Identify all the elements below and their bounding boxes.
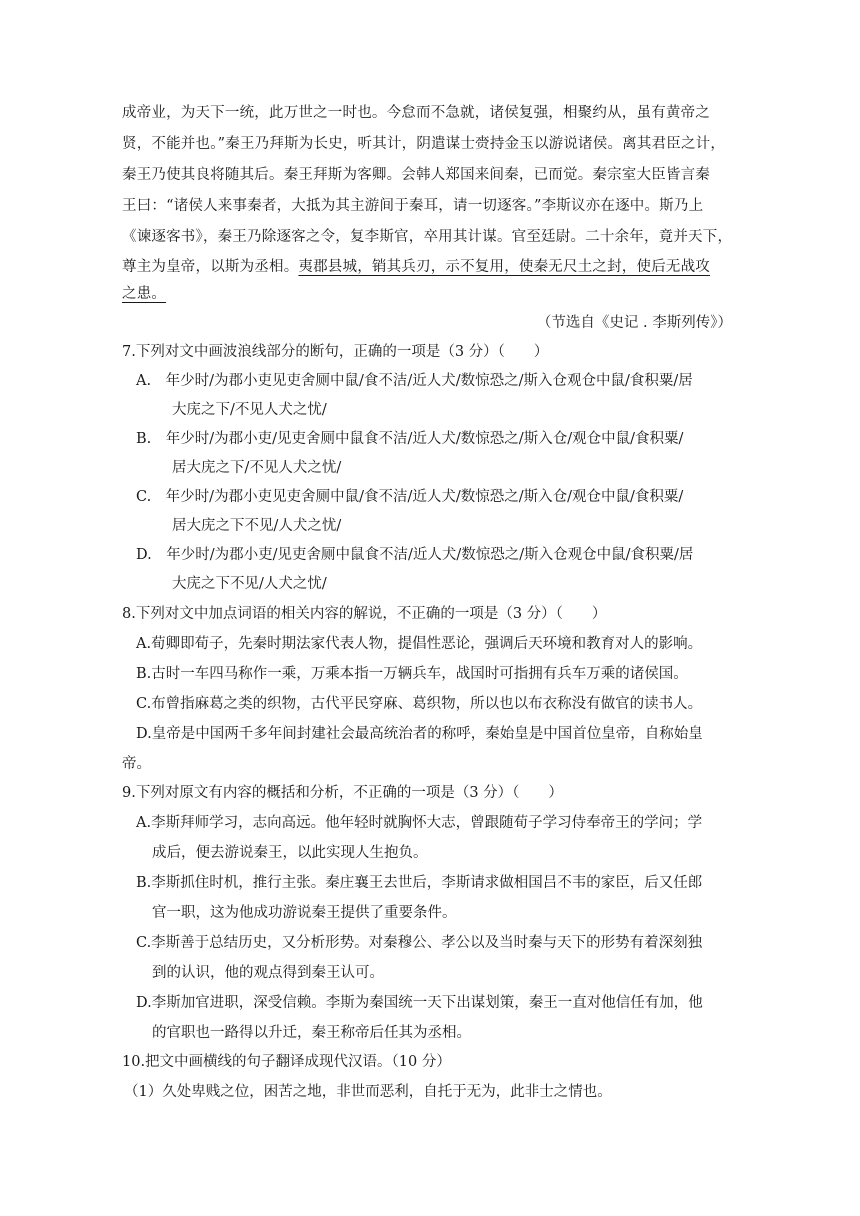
question-7-stem: 7.下列对文中画波浪线部分的断句，正确的一项是（3 分）（ ） xyxy=(122,344,549,360)
q7-option-d: D. 年少时/为郡小吏/见吏舍厕中鼠食不洁/近人犬/数惊恐之/斯入仓观仓中鼠/食积粟/居 xyxy=(136,547,694,563)
q8-option-c: C.布曾指麻葛之类的织物，古代平民穿麻、葛织物，所以也以布衣称没有做官的读书人。 xyxy=(136,696,703,712)
q8-option-b: B.古时一车四马称作一乘，万乘本指一万辆兵车，战国时可指拥有兵车万乘的诸侯国。 xyxy=(136,666,688,682)
q7-option-b-cont: 居大庑之下/不见人犬之忧/ xyxy=(172,460,342,476)
question-9-stem: 9.下列对原文有内容的概括和分析，不正确的一项是（3 分）（ ） xyxy=(122,785,563,801)
question-8-stem: 8.下列对文中加点词语的相关内容的解说，不正确的一项是（3 分）（ ） xyxy=(122,606,607,622)
passage-line: 成帝业，为天下一统，此万世之一时也。今怠而不急就，诸侯复强，相聚约从，虽有黄帝之 xyxy=(122,105,710,121)
q9-option-a: A.李斯拜师学习，志向高远。他年轻时就胸怀大志，曾跟随荀子学习侍奉帝王的学问；学 xyxy=(136,815,703,831)
q7-option-c: C. 年少时/为郡小吏见吏舍厕中鼠/食不洁/近人犬/数惊恐之/斯入仓/观仓中鼠/食积粟/ xyxy=(136,489,684,505)
q9-option-d-cont: 的官职也一路得以升迁，秦王称帝后任其为丞相。 xyxy=(152,1025,471,1041)
underlined-sentence: 之患。 xyxy=(122,286,167,302)
passage-line: 《谏逐客书》，秦王乃除逐客之令，复李斯官，卒用其计谋。官至廷尉。二十余年，竟并天下， xyxy=(122,229,733,245)
q9-option-b: B.李斯抓住时机，推行主张。秦庄襄王去世后，李斯请求做相国吕不韦的家臣，后又任郎 xyxy=(136,875,703,891)
passage-line: 王曰：“诸侯人来事秦者，大抵为其主游间于秦耳，请一切逐客。”李斯议亦在逐中。斯乃上 xyxy=(122,198,704,214)
q9-option-c: C.李斯善于总结历史，又分析形势。对秦穆公、孝公以及当时秦与天下的形势有着深刻独 xyxy=(136,935,703,951)
q8-option-d: D.皇帝是中国两千多年间封建社会最高统治者的称呼，秦始皇是中国首位皇帝，自称始皇 xyxy=(136,726,703,742)
q9-option-a-cont: 成后，便去游说秦王，以此实现人生抱负。 xyxy=(152,845,428,861)
q7-option-d-cont: 大庑之下不见/人犬之忧/ xyxy=(172,576,327,592)
q7-option-a: A. 年少时/为郡小吏见吏舍厕中鼠/食不洁/近人犬/数惊恐之/斯入仓观仓中鼠/食积粟/居 xyxy=(136,373,693,389)
question-10-stem: 10.把文中画横线的句子翻译成现代汉语。（10 分） xyxy=(122,1054,451,1070)
q7-option-c-cont: 居大庑之下不见/人犬之忧/ xyxy=(172,518,342,534)
passage-line xyxy=(122,257,710,277)
q8-option-d-cont: 帝。 xyxy=(122,756,151,772)
passage-text: 尊主为皇帝，以斯为丞相。 xyxy=(122,259,299,275)
q9-option-b-cont: 官一职，这为他成功游说秦王提供了重要条件。 xyxy=(152,905,457,921)
underlined-sentence: 夷郡县城，销其兵刃，示不复用，使秦无尺土之封，使后无战攻 xyxy=(298,259,711,275)
q7-option-b: B. 年少时/为郡小吏/见吏舍厕中鼠食不洁/近人犬/数惊恐之/斯入仓/观仓中鼠/食积粟/ xyxy=(136,431,684,447)
passage-line xyxy=(122,284,166,304)
source-citation: （节选自《史记 . 李斯列传》） xyxy=(536,315,732,331)
q7-option-a-cont: 大庑之下/不见人犬之忧/ xyxy=(172,402,327,418)
passage-line: 秦王乃使其良将随其后。秦王拜斯为客卿。会韩人郑国来间秦，已而觉。秦宗室大臣皆言秦 xyxy=(122,167,710,183)
q8-option-a: A.荀卿即荀子，先秦时期法家代表人物，提倡性恶论，强调后天环境和教育对人的影响。 xyxy=(136,636,703,652)
q9-option-c-cont: 到的认识，他的观点得到秦王认可。 xyxy=(152,965,384,981)
passage-line: 贤，不能并也。”秦王乃拜斯为长史，听其计，阴遣谋士赍持金玉以游说诸侯。离其君臣之计， xyxy=(122,136,726,152)
q10-sub-1: （1）久处卑贱之位，困苦之地，非世而恶利，自托于无为，此非士之情也。 xyxy=(124,1084,612,1100)
q9-option-d: D.李斯加官进职，深受信赖。李斯为秦国统一天下出谋划策，秦王一直对他信任有加，他 xyxy=(136,995,703,1011)
